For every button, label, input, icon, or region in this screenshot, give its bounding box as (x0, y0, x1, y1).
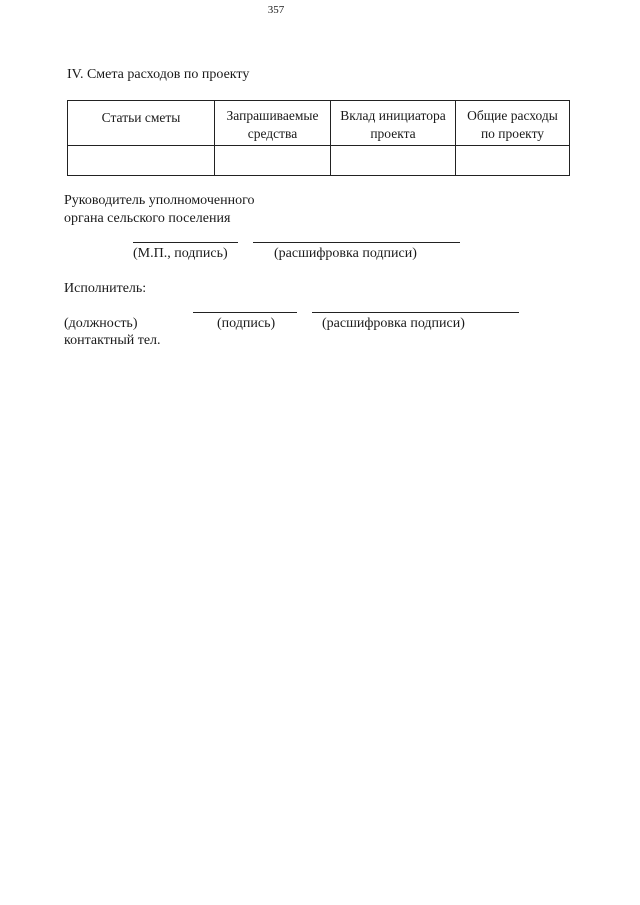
header-cell-total-expenses (456, 101, 570, 146)
stamp-signature-label: (М.П., подпись) (133, 246, 228, 261)
header-text: Запрашиваемые (226, 108, 319, 123)
executor-decoding-label: (расшифровка подписи) (322, 316, 465, 331)
head-title-line1: Руководитель уполномоченного (64, 193, 255, 208)
table-row (68, 146, 570, 176)
table-cell (215, 146, 331, 176)
header-text: проекта (370, 126, 416, 141)
header-cell-requested-funds (215, 101, 331, 146)
header-cell-initiator-contribution (331, 101, 456, 146)
decoding-label: (расшифровка подписи) (274, 246, 417, 261)
decoding-line (253, 242, 460, 243)
header-cell-budget-items (68, 101, 215, 146)
table-cell (331, 146, 456, 176)
stamp-signature-line (133, 242, 238, 243)
estimate-table (67, 100, 570, 176)
executor-signature-line (193, 312, 297, 313)
header-text: Статьи сметы (101, 110, 181, 125)
header-text: по проекту (480, 126, 545, 141)
page-number: 357 (267, 4, 285, 16)
executor-title: Исполнитель: (64, 281, 147, 296)
header-text: средства (247, 126, 298, 141)
header-text: Общие расходы (467, 108, 558, 123)
executor-decoding-line (312, 312, 519, 313)
position-label: (должность) (64, 316, 138, 331)
executor-signature-label: (подпись) (217, 316, 276, 331)
contact-phone-label: контактный тел. (64, 333, 161, 348)
section-title: IV. Смета расходов по проекту (67, 67, 250, 82)
table-cell (68, 146, 215, 176)
head-title-line2: органа сельского поселения (64, 211, 231, 226)
table-cell (456, 146, 570, 176)
table-header-row (68, 101, 570, 146)
header-text: Вклад инициатора (340, 108, 446, 123)
